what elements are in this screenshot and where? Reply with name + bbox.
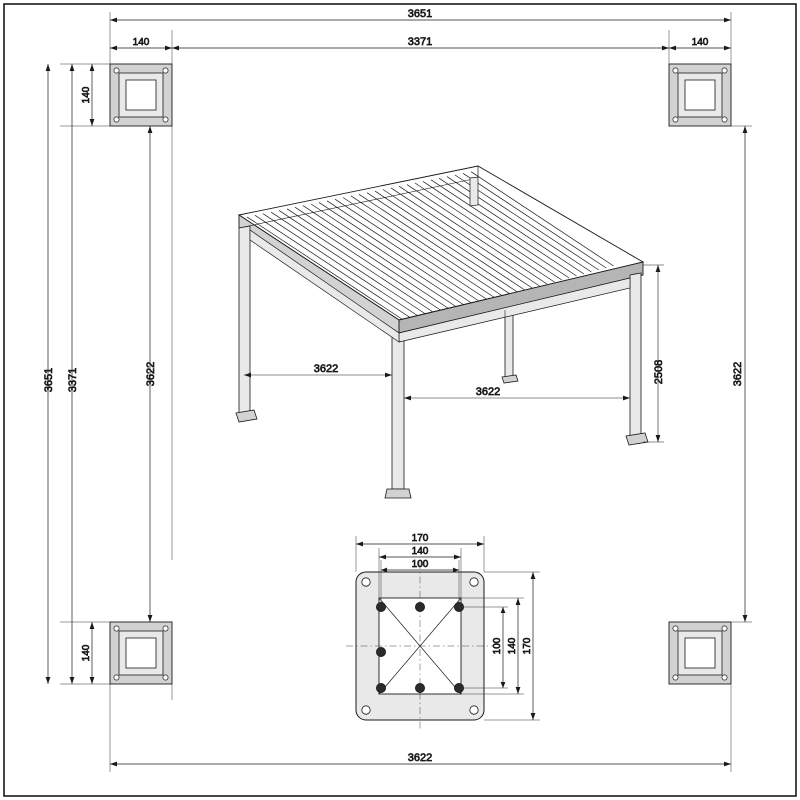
dim-left-inner: 3371 xyxy=(67,367,79,393)
corner-post-plan-bottom-right xyxy=(669,622,731,684)
dim-persp-height: 2508 xyxy=(653,359,665,385)
dim-top-inner: 3371 xyxy=(407,36,433,48)
dim-left-center: 3622 xyxy=(145,361,157,387)
dim-left-top-post: 140 xyxy=(81,86,92,104)
dim-detail-right-outer: 170 xyxy=(522,637,533,655)
dim-top-overall: 3651 xyxy=(407,8,433,20)
dim-right-overall: 3622 xyxy=(732,361,744,387)
dim-persp-left-beam: 3622 xyxy=(313,363,339,375)
dim-detail-mid: 140 xyxy=(411,546,429,557)
dim-top-right-post: 140 xyxy=(691,37,709,48)
dim-left-bottom-post: 140 xyxy=(81,644,92,662)
pergola-perspective-view xyxy=(236,166,648,498)
corner-post-plan-top-right xyxy=(669,64,731,126)
dim-persp-front-beam: 3622 xyxy=(475,386,501,398)
dim-top-left-post: 140 xyxy=(132,37,150,48)
dim-detail-right-mid: 140 xyxy=(507,637,518,655)
post-base-plate-detail xyxy=(346,562,494,730)
corner-post-plan-top-left xyxy=(110,64,172,126)
dim-detail-right-inner: 100 xyxy=(492,637,503,655)
dim-detail-outer: 170 xyxy=(411,533,429,544)
dim-left-overall: 3651 xyxy=(43,367,55,393)
dim-detail-inner: 100 xyxy=(411,559,429,570)
corner-post-plan-bottom-left xyxy=(110,622,172,684)
dim-bottom-overall: 3622 xyxy=(407,752,433,764)
